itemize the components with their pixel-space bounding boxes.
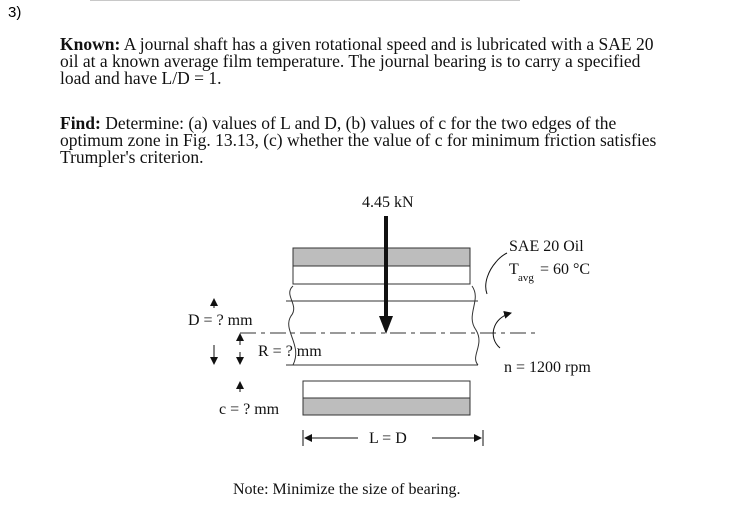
known-line-2: oil at a known average film temperature. The journal bearing is to carry a specified	[60, 51, 641, 71]
oil-label: SAE 20 Oil	[509, 238, 584, 255]
rotation-arrow	[493, 313, 511, 348]
oil-leader	[486, 253, 507, 294]
tavg-symbol: T	[509, 261, 519, 278]
known-line-3: load and have L/D = 1.	[60, 68, 222, 88]
problem-number: 3)	[8, 4, 22, 21]
bearing-bottom-inner	[303, 381, 470, 398]
load-arrow-head	[379, 316, 393, 334]
length-label: L = D	[369, 430, 407, 447]
shaft-right-break	[472, 286, 479, 365]
find-label: Find:	[60, 113, 101, 133]
bearing-top-inner	[293, 266, 470, 284]
known-label: Known:	[60, 34, 121, 54]
speed-label: n = 1200 rpm	[504, 359, 591, 376]
find-text-1: Determine: (a) values of L and D, (b) values of c for the two edges of the	[105, 113, 617, 133]
bearing-bottom-outer	[303, 398, 470, 415]
tavg-subscript: avg	[518, 272, 534, 284]
find-line-2: optimum zone in Fig. 13.13, (c) whether the value of c for minimum friction satisfies	[60, 130, 657, 150]
radius-label: R = ? mm	[258, 343, 322, 360]
note-text: Note: Minimize the size of bearing.	[233, 481, 461, 498]
diameter-label: D = ? mm	[188, 312, 253, 329]
clearance-label: c = ? mm	[219, 401, 280, 418]
load-label: 4.45 kN	[362, 194, 414, 211]
find-line-3: Trumpler's criterion.	[60, 147, 204, 167]
tavg-value: = 60 °C	[540, 261, 591, 278]
bearing-top-outer	[293, 248, 470, 266]
known-text-1: A journal shaft has a given rotational speed and is lubricated with a SAE 20	[123, 34, 654, 54]
